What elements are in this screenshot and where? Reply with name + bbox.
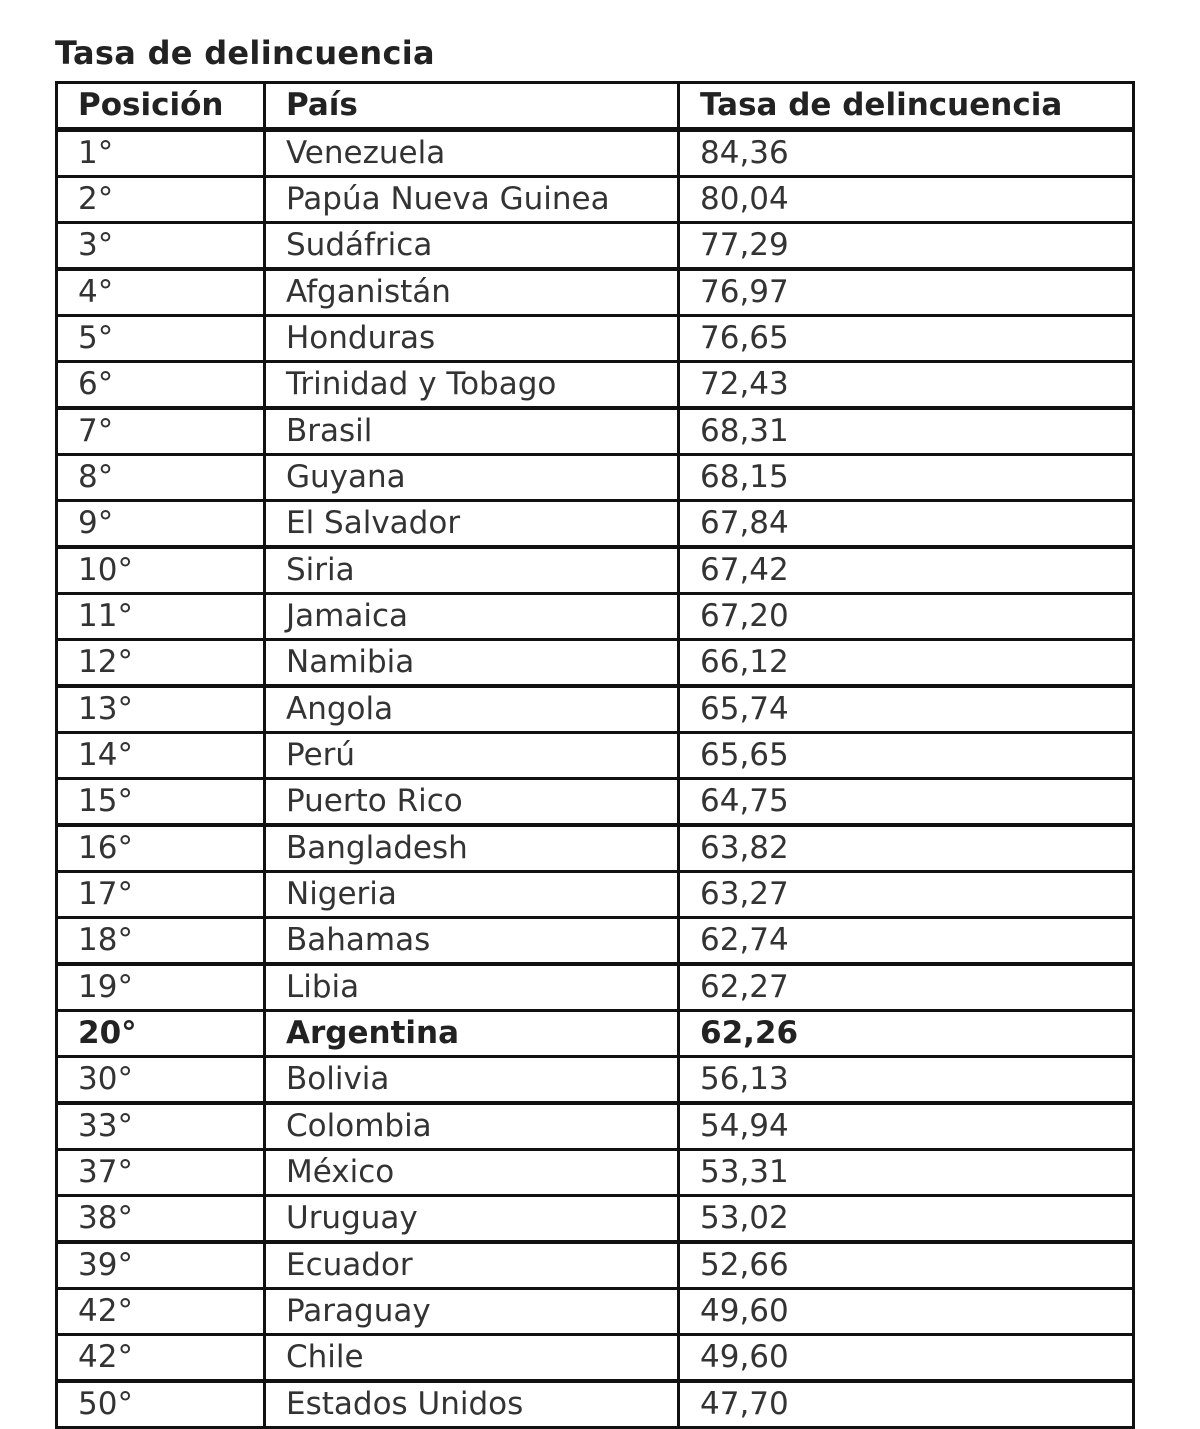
position-cell: 37° — [57, 1150, 265, 1196]
table-row — [57, 501, 1134, 548]
position-cell: 4° — [57, 269, 265, 316]
country-cell: Colombia — [265, 1103, 679, 1150]
country-cell: Uruguay — [265, 1196, 679, 1243]
position-cell: 15° — [57, 779, 265, 826]
table-row — [57, 1242, 1134, 1289]
position-cell: 42° — [57, 1335, 265, 1382]
country-cell: Paraguay — [265, 1289, 679, 1335]
position-cell: 16° — [57, 825, 265, 872]
country-cell: Argentina — [265, 1011, 679, 1057]
table-row — [57, 686, 1134, 733]
country-cell: Brasil — [265, 408, 679, 455]
header-country: País — [265, 83, 679, 130]
rate-cell: 77,29 — [679, 223, 1134, 270]
position-cell: 8° — [57, 455, 265, 501]
table-body — [57, 130, 1134, 1428]
position-cell: 20° — [57, 1011, 265, 1057]
rate-cell: 76,65 — [679, 316, 1134, 362]
rate-cell: 67,20 — [679, 594, 1134, 640]
rate-cell: 63,82 — [679, 825, 1134, 872]
country-cell: Afganistán — [265, 269, 679, 316]
rate-cell: 67,84 — [679, 501, 1134, 548]
table-row — [57, 1057, 1134, 1104]
table-row — [57, 964, 1134, 1011]
table-row — [57, 733, 1134, 779]
position-cell: 39° — [57, 1242, 265, 1289]
table-row — [57, 825, 1134, 872]
table-row — [57, 779, 1134, 826]
rate-cell: 62,26 — [679, 1011, 1134, 1057]
country-cell: El Salvador — [265, 501, 679, 548]
table-row — [57, 130, 1134, 177]
country-cell: Guyana — [265, 455, 679, 501]
table-row — [57, 872, 1134, 918]
country-cell: Angola — [265, 686, 679, 733]
table-row — [57, 455, 1134, 501]
rate-cell: 72,43 — [679, 362, 1134, 409]
table-row — [57, 594, 1134, 640]
country-cell: Ecuador — [265, 1242, 679, 1289]
position-cell: 13° — [57, 686, 265, 733]
position-cell: 7° — [57, 408, 265, 455]
position-cell: 2° — [57, 177, 265, 223]
country-cell: Jamaica — [265, 594, 679, 640]
table-row — [57, 1011, 1134, 1057]
table-row — [57, 1150, 1134, 1196]
table-row — [57, 1381, 1134, 1428]
country-cell: Perú — [265, 733, 679, 779]
position-cell: 17° — [57, 872, 265, 918]
rate-cell: 67,42 — [679, 547, 1134, 594]
rate-cell: 53,02 — [679, 1196, 1134, 1243]
table-row — [57, 918, 1134, 965]
table-row — [57, 408, 1134, 455]
country-cell: Sudáfrica — [265, 223, 679, 270]
country-cell: Bahamas — [265, 918, 679, 965]
position-cell: 9° — [57, 501, 265, 548]
table-row — [57, 269, 1134, 316]
position-cell: 5° — [57, 316, 265, 362]
country-cell: Papúa Nueva Guinea — [265, 177, 679, 223]
position-cell: 19° — [57, 964, 265, 1011]
table-row — [57, 223, 1134, 270]
rate-cell: 49,60 — [679, 1289, 1134, 1335]
table-row — [57, 1289, 1134, 1335]
rate-cell: 84,36 — [679, 130, 1134, 177]
crime-rate-table — [55, 81, 1135, 1429]
rate-cell: 52,66 — [679, 1242, 1134, 1289]
table-row — [57, 362, 1134, 409]
table-header-row — [57, 83, 1134, 130]
header-position: Posición — [57, 83, 265, 130]
rate-cell: 56,13 — [679, 1057, 1134, 1104]
rate-cell: 53,31 — [679, 1150, 1134, 1196]
table-title: Tasa de delincuencia — [55, 34, 435, 72]
country-cell: Estados Unidos — [265, 1381, 679, 1428]
country-cell: Trinidad y Tobago — [265, 362, 679, 409]
position-cell: 38° — [57, 1196, 265, 1243]
position-cell: 6° — [57, 362, 265, 409]
country-cell: Siria — [265, 547, 679, 594]
position-cell: 3° — [57, 223, 265, 270]
country-cell: Bolivia — [265, 1057, 679, 1104]
rate-cell: 65,65 — [679, 733, 1134, 779]
position-cell: 1° — [57, 130, 265, 177]
table-row — [57, 1335, 1134, 1382]
position-cell: 11° — [57, 594, 265, 640]
rate-cell: 64,75 — [679, 779, 1134, 826]
position-cell: 33° — [57, 1103, 265, 1150]
rate-cell: 49,60 — [679, 1335, 1134, 1382]
position-cell: 42° — [57, 1289, 265, 1335]
country-cell: Bangladesh — [265, 825, 679, 872]
position-cell: 18° — [57, 918, 265, 965]
country-cell: Honduras — [265, 316, 679, 362]
position-cell: 30° — [57, 1057, 265, 1104]
country-cell: Libia — [265, 964, 679, 1011]
country-cell: Nigeria — [265, 872, 679, 918]
rate-cell: 47,70 — [679, 1381, 1134, 1428]
rate-cell: 66,12 — [679, 640, 1134, 687]
country-cell: México — [265, 1150, 679, 1196]
table-row — [57, 1196, 1134, 1243]
position-cell: 12° — [57, 640, 265, 687]
rate-cell: 80,04 — [679, 177, 1134, 223]
table-row — [57, 316, 1134, 362]
rate-cell: 65,74 — [679, 686, 1134, 733]
country-cell: Puerto Rico — [265, 779, 679, 826]
rate-cell: 62,27 — [679, 964, 1134, 1011]
table-row — [57, 640, 1134, 687]
table-row — [57, 547, 1134, 594]
rate-cell: 63,27 — [679, 872, 1134, 918]
rate-cell: 68,15 — [679, 455, 1134, 501]
rate-cell: 76,97 — [679, 269, 1134, 316]
rate-cell: 62,74 — [679, 918, 1134, 965]
position-cell: 10° — [57, 547, 265, 594]
position-cell: 50° — [57, 1381, 265, 1428]
rate-cell: 68,31 — [679, 408, 1134, 455]
rate-cell: 54,94 — [679, 1103, 1134, 1150]
position-cell: 14° — [57, 733, 265, 779]
country-cell: Namibia — [265, 640, 679, 687]
country-cell: Chile — [265, 1335, 679, 1382]
table-row — [57, 177, 1134, 223]
header-rate: Tasa de delincuencia — [679, 83, 1134, 130]
country-cell: Venezuela — [265, 130, 679, 177]
table-row — [57, 1103, 1134, 1150]
